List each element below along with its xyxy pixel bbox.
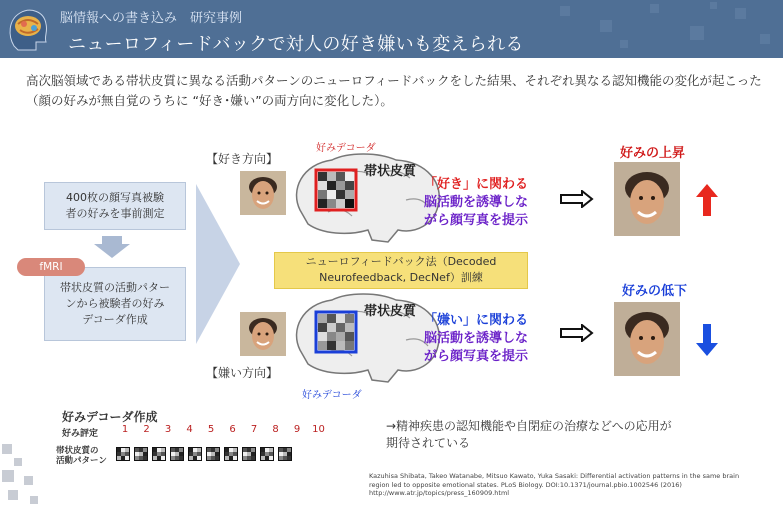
activity-pattern-icon	[206, 447, 220, 461]
decoder-creation-title: 好みデコーダ作成	[62, 410, 158, 424]
like-effect-line3: がら顔写真を提示	[424, 213, 529, 228]
dislike-effect-line2: 脳活動を誘導しな	[424, 331, 529, 346]
decnef-training-box	[274, 252, 528, 289]
dislike-decoder-label: 好みデコーダ	[302, 390, 362, 401]
fmri-badge: fMRI	[17, 258, 85, 276]
application-line1: →精神疾患の認知機能や自閉症の治療などへの応用が	[386, 419, 672, 433]
activity-pattern-icon	[224, 447, 238, 461]
rating-number: 6	[229, 424, 236, 435]
like-decoder-label: 好みデコーダ	[316, 143, 376, 154]
activity-pattern-icon	[260, 447, 274, 461]
step2-line3: デコーダ作成	[82, 313, 148, 326]
branch-arrow-shape	[196, 184, 242, 344]
rating-number: 10	[312, 424, 325, 435]
activity-pattern-icon	[134, 447, 148, 461]
like-effect-line1: 「好き」に関わる	[424, 177, 529, 192]
dislike-direction-label: 【嫌い方向】	[206, 366, 279, 380]
activity-pattern-icon	[170, 447, 184, 461]
pattern-label	[56, 446, 107, 466]
corner-squares-decoration	[0, 440, 46, 509]
description-line-1: 高次脳領域である帯状皮質に異なる活動パターンのニューロフィードバックをした結果、それぞれ異なる認知機能の変化が起こった	[26, 73, 762, 88]
rating-number: 1	[121, 424, 129, 435]
step2-line2: ンから被験者の好み	[65, 297, 165, 310]
decoder-creation-box	[44, 267, 186, 341]
rating-number: 7	[250, 424, 258, 435]
step1-line2: 者の好みを事前測定	[65, 207, 165, 220]
face-photo-dislike-icon	[240, 312, 286, 356]
down-arrow-blue-icon	[696, 324, 718, 356]
right-arrow-dislike-icon	[560, 324, 594, 342]
dislike-effect-line3: がら顔写真を提示	[424, 349, 529, 364]
brain-head-logo-icon	[6, 6, 50, 52]
face-photo-like-icon	[240, 171, 286, 215]
down-arrow-icon	[92, 236, 132, 260]
like-effect-text	[424, 176, 528, 230]
activity-pattern-icon	[116, 447, 130, 461]
rating-number: 3	[164, 424, 172, 435]
rating-label: 好み評定	[62, 429, 99, 439]
pattern-label-line2: 活動パターン	[56, 456, 107, 466]
ratings-row	[118, 424, 326, 435]
rating-number: 2	[143, 424, 150, 435]
step1-line1: 400枚の顔写真被験	[66, 191, 164, 204]
header-subtitle: 脳情報への書き込み 研究事例	[60, 11, 243, 26]
face-photo-disliked-icon	[614, 302, 680, 376]
citation-text	[369, 472, 769, 498]
face-photo-liked-icon	[614, 162, 680, 236]
like-result-label: 好みの上昇	[620, 146, 686, 161]
like-effect-line2: 脳活動を誘導しな	[424, 195, 529, 210]
activity-pattern-icon	[152, 447, 166, 461]
decnef-line1: ニューロフィードバック法（Decoded	[305, 255, 497, 268]
decnef-line2: Neurofeedback, DecNef）訓練	[319, 271, 483, 284]
patterns-row	[116, 447, 292, 461]
dislike-cortex-label: 帯状皮質	[364, 304, 417, 319]
citation-line2: region led to opposite emotional states. PLoS Biology. DOI:10.1371/journal.pbio.1002546 (2016)	[369, 480, 682, 489]
like-cortex-label: 帯状皮質	[364, 164, 417, 179]
like-direction-label: 【好き方向】	[206, 152, 279, 166]
activity-pattern-icon	[188, 447, 202, 461]
step2-line1: 帯状皮質の活動パター	[60, 281, 170, 294]
pre-measurement-box	[44, 182, 186, 230]
page-title: ニューロフィードバックで対人の好き嫌いも変えられる	[68, 34, 524, 55]
description-line-2: （顔の好みが無自覚のうちに “好き･嫌い”の両方向に変化した）。	[26, 93, 393, 108]
dislike-effect-text	[424, 312, 528, 366]
rating-number: 4	[186, 424, 193, 435]
activity-pattern-icon	[278, 447, 292, 461]
rating-number: 8	[272, 424, 279, 435]
right-arrow-like-icon	[560, 190, 594, 208]
citation-line1: Kazuhisa Shibata, Takeo Watanabe, Mitsuo Kawato, Yuka Sasaki: Differential activation patterns in the same brain	[369, 472, 740, 480]
rating-number: 5	[207, 424, 215, 435]
application-line2: 期待されている	[386, 436, 471, 450]
application-text	[386, 418, 672, 452]
up-arrow-icon	[696, 184, 718, 216]
dislike-result-label: 好みの低下	[622, 284, 688, 299]
citation-line3: http://www.atr.jp/topics/press_160909.html	[369, 489, 510, 497]
rating-number: 9	[293, 424, 301, 435]
pattern-label-line1: 帯状皮質の	[56, 446, 99, 456]
activity-pattern-icon	[242, 447, 256, 461]
dislike-effect-line1: 「嫌い」に関わる	[424, 313, 529, 328]
header-pattern-decoration	[520, 0, 783, 58]
